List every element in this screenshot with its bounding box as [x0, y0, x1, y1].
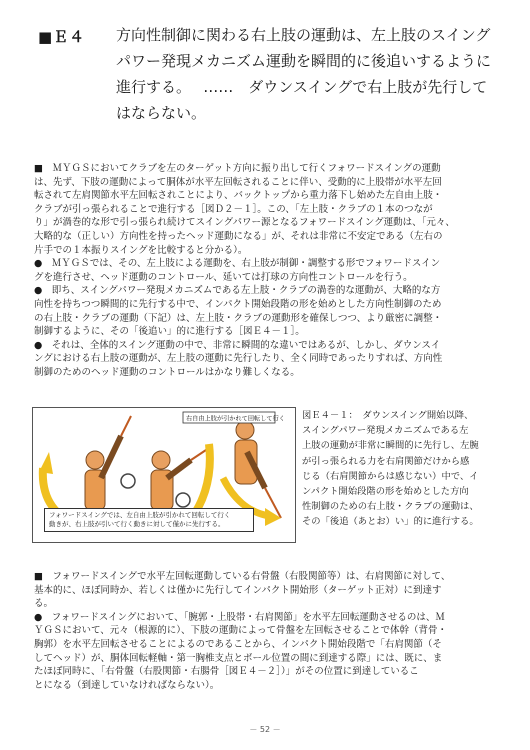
- arc-arrow-1: [39, 452, 53, 474]
- body-paragraph-2: [34, 570, 496, 692]
- caption-line: 動きが、右上肢が引いて行く動きに対して僅かに先行する。: [49, 520, 225, 528]
- text-line: クラブが引っ張られることで進行する［図Ｄ２－１］。この、「左上肢・クラブの１本のつなが: [34, 203, 433, 215]
- club-1: [121, 416, 131, 436]
- text-line: は、先ず、下肢の運動によって胴体が水平左回転されることに伴い、受動的に上股帯が水平左回: [34, 176, 442, 188]
- caption-line: 性制御のための右上肢・クラブの運動は、: [302, 501, 479, 513]
- rotation-marker-2: [176, 493, 190, 507]
- text-line: ■ ＭＹＧＳにおいてクラブを左のターゲット方向に振り出して行くフォワードスイングの運動: [34, 163, 441, 174]
- figure-inner-caption: [44, 508, 254, 532]
- caption-line: フォワードスイングでは、左自由上肢が引かれて回転して行く: [49, 511, 231, 519]
- text-line: ングにおける右上肢の運動が、左上肢の運動に先行したり、全く同時であったりすれば、方向性: [34, 353, 443, 365]
- text-line: の右上肢・クラブの運動（下記）は、左上肢・クラブの運動形を確保しつつ、より厳密に調整・: [34, 312, 443, 324]
- heading-line: はならない。: [116, 104, 207, 122]
- caption-line: スイングパワー発現メカニズムである左: [302, 425, 469, 437]
- caption-line: じる（右肩関節からは感じない）中で、イ: [302, 470, 479, 482]
- caption-line: その「後追（あとお）い」的に進行する。: [302, 516, 479, 528]
- section-code: ■Ｅ４: [38, 28, 86, 46]
- text-line: とになる（到達していなければならない）。: [34, 679, 220, 691]
- text-line: 制御のためのヘッド運動のコントロールはかなり難しくなる。: [34, 366, 300, 378]
- heading-line: パワー発現メカニズム運動を瞬間的に後追いするように: [116, 52, 492, 70]
- text-line: ● ＭＹＧＳでは、その、左上肢による運動を、右上肢が制御・調整する形でフォワードスイン: [34, 258, 441, 270]
- caption-line: ンパクト開始段階の形を始めとした方向: [302, 486, 469, 498]
- text-line: ● フォワードスイングにおいて、「腕郭・上股帯・右肩関節」を水平左回転運動させるのは、Ｍ: [34, 611, 445, 623]
- text-line: ■ フォワードスイングで水平左回転運動している右骨盤（右股関節等）は、右肩関節に対して、: [34, 571, 451, 582]
- text-line: 基本的に、ほぼ同時か、若しくは僅かに先行してインパクト開始形（ターゲット正対）に到達す: [34, 584, 442, 596]
- callout-text: 右自由上肢が引かれて回転して行く: [186, 415, 285, 423]
- text-line: ● それは、全体的スイング運動の中で、非常に瞬間的な違いではあるが、しかし、ダウンスイ: [34, 339, 441, 351]
- golfer-head-2: [152, 451, 170, 469]
- golfer-arm-2: [167, 460, 191, 478]
- page-number: － 52 －: [249, 725, 281, 734]
- text-line: 胸郭）を水平左回転させることによるのであることから、インパクト開始段階で「右肩関節（そ: [34, 638, 442, 650]
- caption-line: 図Ｅ４－１： ダウンスイング開始以降、: [302, 410, 474, 421]
- figure-caption: [302, 408, 502, 530]
- heading-line: 方向性制御に関わる右上肢の運動は、左上肢のスイング: [116, 26, 491, 44]
- caption-line: が引っ張られる力を右肩関節だけから感: [302, 455, 470, 467]
- rotation-marker-1: [121, 474, 135, 488]
- text-line: 制御するように、その「後追い」的に進行する［図Ｅ４－１］。: [34, 326, 305, 338]
- text-line: 向性を持ちつつ瞬間的に先行する中で、インパクト開始段階の形を始めとした方向性制御のため: [34, 298, 442, 310]
- text-line: ＹＧＳにおいて、元々（根源的に）、下肢の運動によって骨盤を左回転させることで体幹（背骨・: [34, 625, 448, 637]
- text-line: 転されて左肩関節水平左回転されことにより、バックトップから重力落下し始めた左自由上肢・: [34, 190, 443, 202]
- caption-line: 上肢の運動が非常に瞬間的に先行し、左腕: [302, 440, 479, 452]
- text-line: グを進行させ、ヘッド運動のコントロール、延いては打球の方向性コントロールを行う。: [34, 271, 413, 283]
- text-line: 大略的な（正しい）方向性を持ったヘッド運動になる」が、それは非常に不安定である（左右の: [34, 230, 443, 242]
- heading-line: 進行する。 …… ダウンスイングで右上肢が先行して: [116, 78, 488, 96]
- golfer-head-1: [86, 451, 104, 469]
- body-paragraph-1: [34, 162, 496, 380]
- text-line: してヘッド）が、胴体回転軽軸・第一胸椎支点とボール位置の間に到達する際」には、既に、ま: [34, 652, 443, 664]
- text-line: ● 即ち、スイングパワー発現メカニズムである左上肢・クラブの渦巻的な運動が、大略的な方: [34, 285, 441, 297]
- text-line: 片手での１本振りスイングを比較すると分かる）。: [34, 244, 248, 256]
- arc-arrow-3: [265, 508, 281, 526]
- text-line: たほぼ同時に、「右骨盤（右股関節・右腸骨［図Ｅ４－２］）」がその位置に到達しているこ: [34, 666, 419, 678]
- text-line: る。: [34, 598, 54, 610]
- text-line: り」が渦巻的な形で引っ張られ続けてスイングパワー源となるフォワードスイング運動は、「元々、: [34, 217, 455, 229]
- golfer-head-3: [236, 421, 254, 439]
